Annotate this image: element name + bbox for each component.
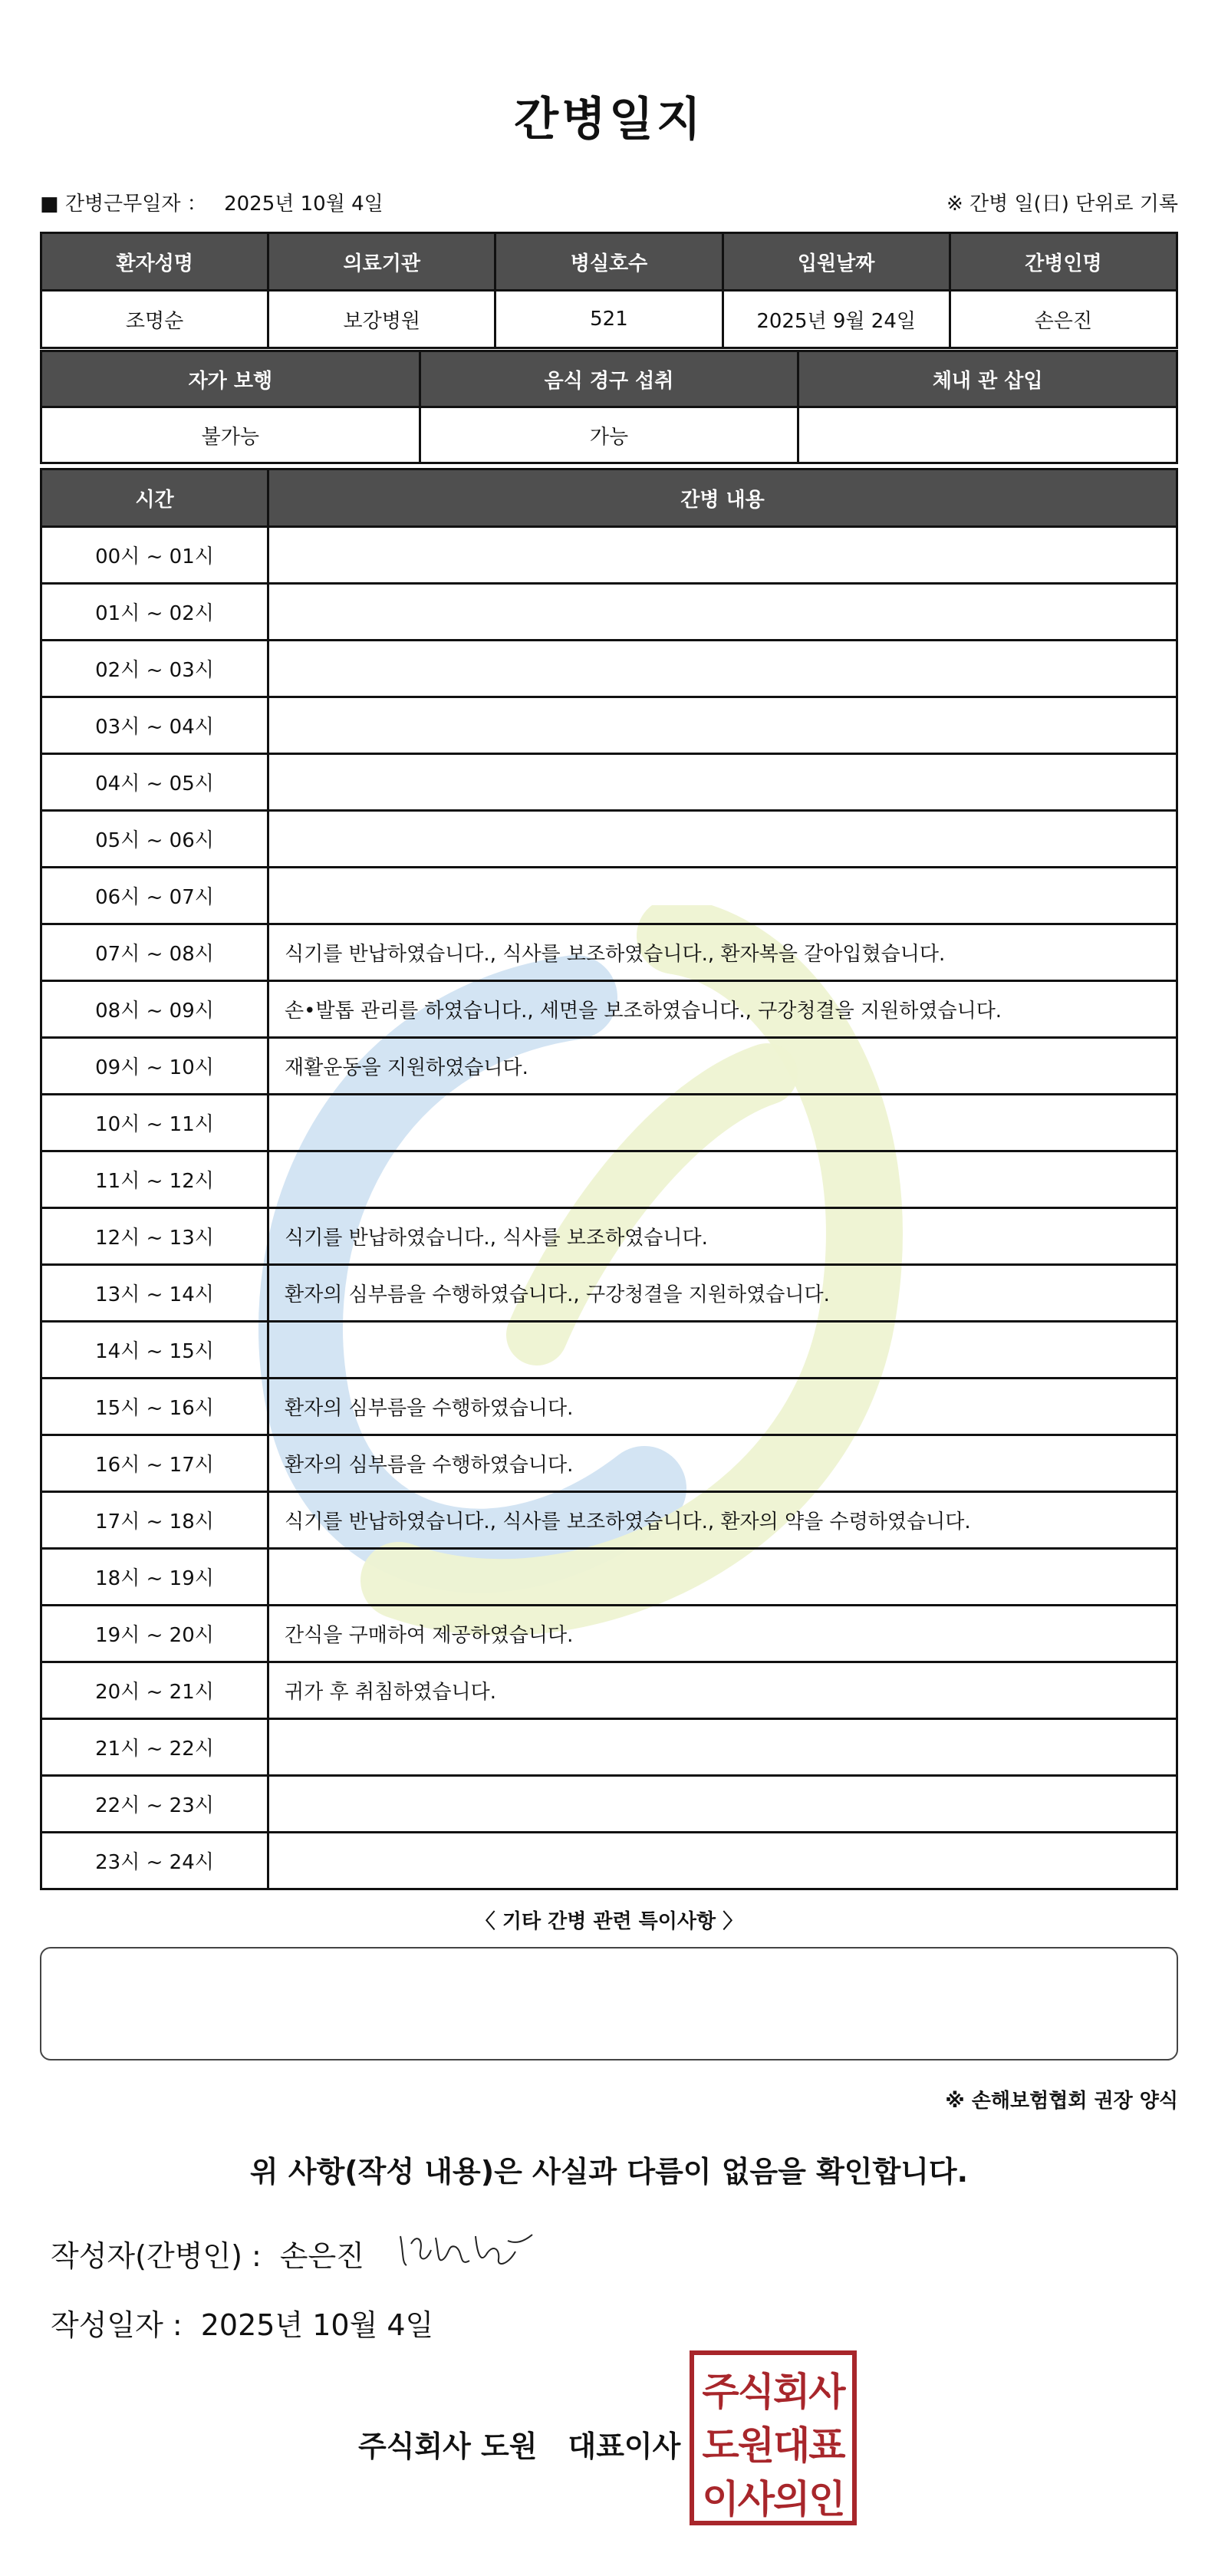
walking-status: 불가능 [41,407,420,463]
content-cell: 손•발톱 관리를 하였습니다., 세면을 보조하였습니다., 구강청결을 지원하였습니다. [268,981,1177,1038]
time-cell: 14시 ~ 15시 [41,1322,268,1379]
table-row [41,868,1177,924]
time-cell: 22시 ~ 23시 [41,1776,268,1833]
time-cell: 12시 ~ 13시 [41,1208,268,1265]
content-cell: 환자의 심부름을 수행하였습니다., 구강청결을 지원하였습니다. [268,1265,1177,1322]
meta-row [40,188,1178,219]
write-date-value: 2025년 10월 4일 [200,2308,434,2342]
care-log-table [40,468,1178,1890]
header-care-content: 간병 내용 [268,469,1177,527]
content-cell [268,1095,1177,1151]
time-cell: 07시 ~ 08시 [41,924,268,981]
header-hospital: 의료기관 [268,233,495,291]
work-date-label: ■ 간병근무일자 ： [40,193,207,216]
table-row [41,811,1177,868]
recommend-note: ※ 손해보험협회 권장 양식 [945,2090,1178,2113]
content-cell [268,1322,1177,1379]
time-cell: 23시 ~ 24시 [41,1833,268,1889]
table-row [41,924,1177,981]
header-patient-name: 환자성명 [41,233,268,291]
header-tube: 체내 관 삽입 [798,351,1177,407]
content-cell [268,811,1177,868]
content-cell [268,527,1177,584]
time-cell: 01시 ~ 02시 [41,584,268,641]
company-title: 대표이사 [568,2429,681,2463]
patient-status-table [40,350,1178,464]
table-row [41,527,1177,584]
time-cell: 16시 ~ 17시 [41,1435,268,1492]
notes-title: 〈 기타 간병 관련 특이사항 〉 [475,1910,743,1933]
table-row [41,1038,1177,1095]
work-date-value: 2025년 10월 4일 [224,193,384,216]
company-seal [689,2350,858,2526]
patient-name: 조명순 [41,291,268,348]
unit-note: ※ 간병 일(日) 단위로 기록 [946,193,1178,216]
time-cell: 09시 ~ 10시 [41,1038,268,1095]
time-cell: 20시 ~ 21시 [41,1662,268,1719]
time-cell: 06시 ~ 07시 [41,868,268,924]
time-cell: 15시 ~ 16시 [41,1379,268,1435]
time-cell: 17시 ~ 18시 [41,1492,268,1549]
time-cell: 02시 ~ 03시 [41,641,268,697]
table-row [41,641,1177,697]
content-cell [268,641,1177,697]
write-date-line [51,2301,433,2344]
table-row [41,1095,1177,1151]
table-row [41,1549,1177,1606]
content-cell: 귀가 후 취침하였습니다. [268,1662,1177,1719]
content-cell: 간식을 구매하여 제공하였습니다. [268,1606,1177,1662]
svg-text:이사의인: 이사의인 [702,2477,844,2522]
confirm-text: 위 사항(작성 내용)은 사실과 다름이 없음을 확인합니다. [249,2155,969,2189]
table-row [41,584,1177,641]
table-row [41,1662,1177,1719]
page-title: 간병일지 [514,93,704,147]
table-row [41,1379,1177,1435]
svg-text:도원대표: 도원대표 [702,2423,844,2468]
header-time: 시간 [41,469,268,527]
content-cell: 재활운동을 지원하였습니다. [268,1038,1177,1095]
table-row [41,1492,1177,1549]
tube-status [798,407,1177,463]
table-row [41,1265,1177,1322]
admission-date: 2025년 9월 24일 [723,291,950,348]
time-cell: 11시 ~ 12시 [41,1151,268,1208]
time-cell: 00시 ~ 01시 [41,527,268,584]
time-cell: 10시 ~ 11시 [41,1095,268,1151]
time-cell: 03시 ~ 04시 [41,697,268,754]
table-row [41,981,1177,1038]
content-cell: 환자의 심부름을 수행하였습니다. [268,1435,1177,1492]
content-cell: 식기를 반납하였습니다., 식사를 보조하였습니다., 환자의 약을 수령하였습니다. [268,1492,1177,1549]
header-walking: 자가 보행 [41,351,420,407]
table-row [41,1208,1177,1265]
table-row [41,697,1177,754]
caregiver-name: 손은진 [950,291,1177,348]
company-name: 주식회사 도원 [358,2429,538,2463]
writer-label: 작성자(간병인) : [51,2239,262,2273]
content-cell [268,1776,1177,1833]
content-cell [268,1833,1177,1889]
work-date [40,188,384,216]
writer-name: 손은진 [279,2239,364,2273]
table-row [41,1833,1177,1889]
oral-intake-status: 가능 [420,407,798,463]
table-row [41,1719,1177,1776]
table-row [41,1606,1177,1662]
content-cell [268,1549,1177,1606]
content-cell: 환자의 심부름을 수행하였습니다. [268,1379,1177,1435]
header-caregiver: 간병인명 [950,233,1177,291]
patient-info-table [40,232,1178,349]
header-room: 병실호수 [495,233,723,291]
time-cell: 04시 ~ 05시 [41,754,268,811]
header-admission-date: 입원날짜 [723,233,950,291]
content-cell [268,1151,1177,1208]
hospital: 보강병원 [268,291,495,348]
time-cell: 08시 ~ 09시 [41,981,268,1038]
time-cell: 05시 ~ 06시 [41,811,268,868]
time-cell: 19시 ~ 20시 [41,1606,268,1662]
time-cell: 21시 ~ 22시 [41,1719,268,1776]
handwritten-signature [393,2221,546,2275]
header-oral-intake: 음식 경구 섭취 [420,351,798,407]
content-cell [268,697,1177,754]
write-date-label: 작성일자 : [51,2308,183,2342]
notes-box [40,1947,1178,2060]
table-row [41,1435,1177,1492]
svg-text:주식회사: 주식회사 [702,2370,844,2414]
time-cell: 18시 ~ 19시 [41,1549,268,1606]
company-line [358,2423,680,2465]
content-cell [268,754,1177,811]
content-cell [268,868,1177,924]
writer-line [51,2232,364,2275]
content-cell: 식기를 반납하였습니다., 식사를 보조하였습니다., 환자복을 갈아입혔습니다. [268,924,1177,981]
table-row [41,1151,1177,1208]
table-row [41,1776,1177,1833]
table-row [41,1322,1177,1379]
content-cell: 식기를 반납하였습니다., 식사를 보조하였습니다. [268,1208,1177,1265]
table-row [41,754,1177,811]
content-cell [268,1719,1177,1776]
room-number: 521 [495,291,723,348]
time-cell: 13시 ~ 14시 [41,1265,268,1322]
content-cell [268,584,1177,641]
